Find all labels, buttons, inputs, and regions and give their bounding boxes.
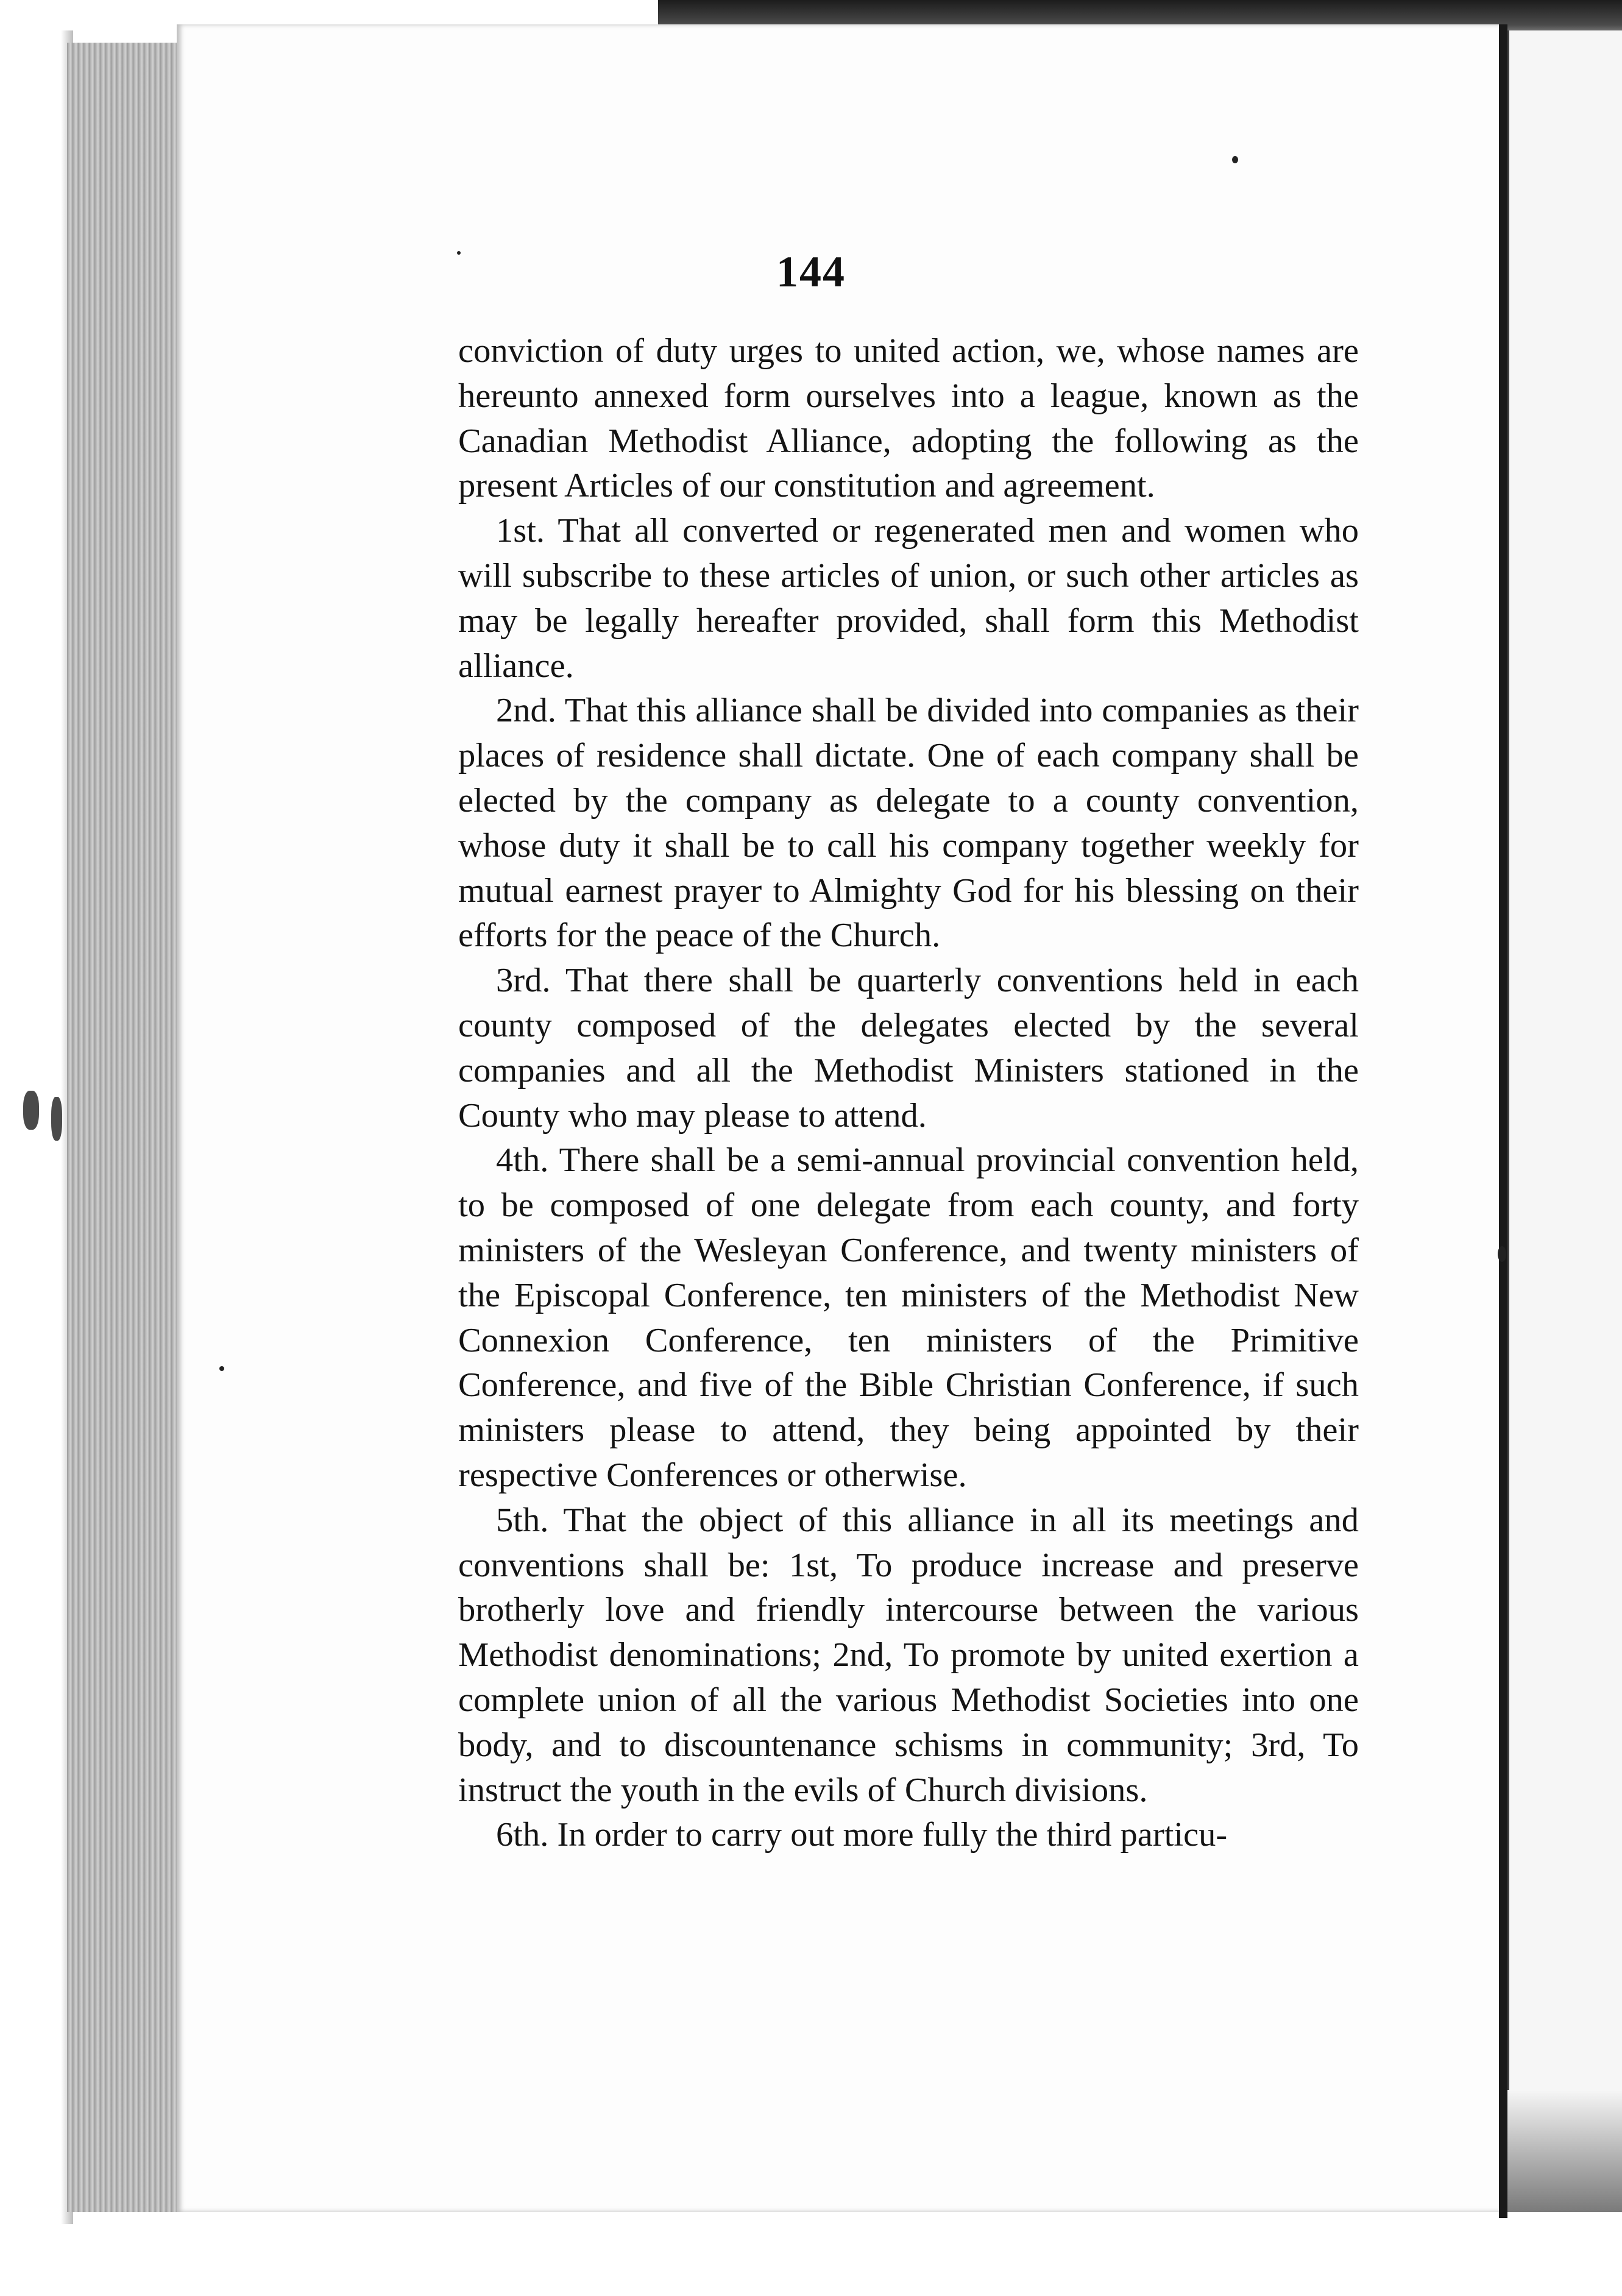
page-number: 144 bbox=[776, 247, 846, 296]
article-5: 5th. That the object of this alliance in all its meetings and conventions shall be: 1st, To produce increase and preserve brotherly love and friendly intercourse between the various Methodist denominations; 2nd, To promote by united exertion a complete union of all the various Methodist Societies into one body, and to discountenance schisms in community; 3rd, To instruct the youth in the evils of Church divisions. bbox=[458, 1501, 1359, 1809]
article-4: 4th. There shall be a semi-annual provincial convention held, to be composed of one delegate from each county, and forty ministers of the Wesleyan Conference, and twenty ministers of the Episcopal Conference, ten ministers of the Methodist New Connexion Conference, ten ministers of the Primitive Conference, and five of the Bible Christian Conference, if such ministers please to attend, they being appointed by their respective Conferences or otherwise. bbox=[458, 1141, 1359, 1494]
scan-smudge bbox=[23, 1091, 39, 1130]
article-2: 2nd. That this alliance shall be divided into companies as their places of residence shall dictate. One of each company shall be elected by the company as delegate to a county convention, whose duty it shall be to call his company together weekly for mutual earnest prayer to Almighty God for his blessing on their efforts for the peace of the Church. bbox=[458, 692, 1359, 955]
ink-speck bbox=[457, 251, 461, 255]
facing-page-edge bbox=[1507, 30, 1622, 2212]
ink-speck bbox=[219, 1366, 224, 1371]
paragraph-continuation: conviction of duty urges to united action, we, whose names are hereunto annexed form ourselves into a league, known as the Canadian Methodist Alliance, adopting the following as the present Articles of our constitution and agreement. bbox=[458, 332, 1359, 505]
ink-speck bbox=[1232, 156, 1238, 163]
article-6: 6th. In order to carry out more fully the third particu- bbox=[496, 1816, 1228, 1854]
stacked-page-edges bbox=[67, 43, 183, 2212]
body-text bbox=[458, 329, 1359, 1858]
article-3: 3rd. That there shall be quarterly conventions held in each county composed of the delegates elected by the several companies and all the Methodist Ministers stationed in the County who may please to attend. bbox=[458, 962, 1359, 1135]
ink-speck bbox=[1498, 1246, 1506, 1262]
facing-page-shadow bbox=[1507, 2090, 1622, 2212]
article-1: 1st. That all converted or regenerated men and women who will subscribe to these articles of union, or such other articles as may be legally hereafter provided, shall form this Methodist alliance. bbox=[458, 512, 1359, 685]
scan-smudge bbox=[51, 1097, 62, 1141]
binding-gutter bbox=[1499, 24, 1507, 2218]
